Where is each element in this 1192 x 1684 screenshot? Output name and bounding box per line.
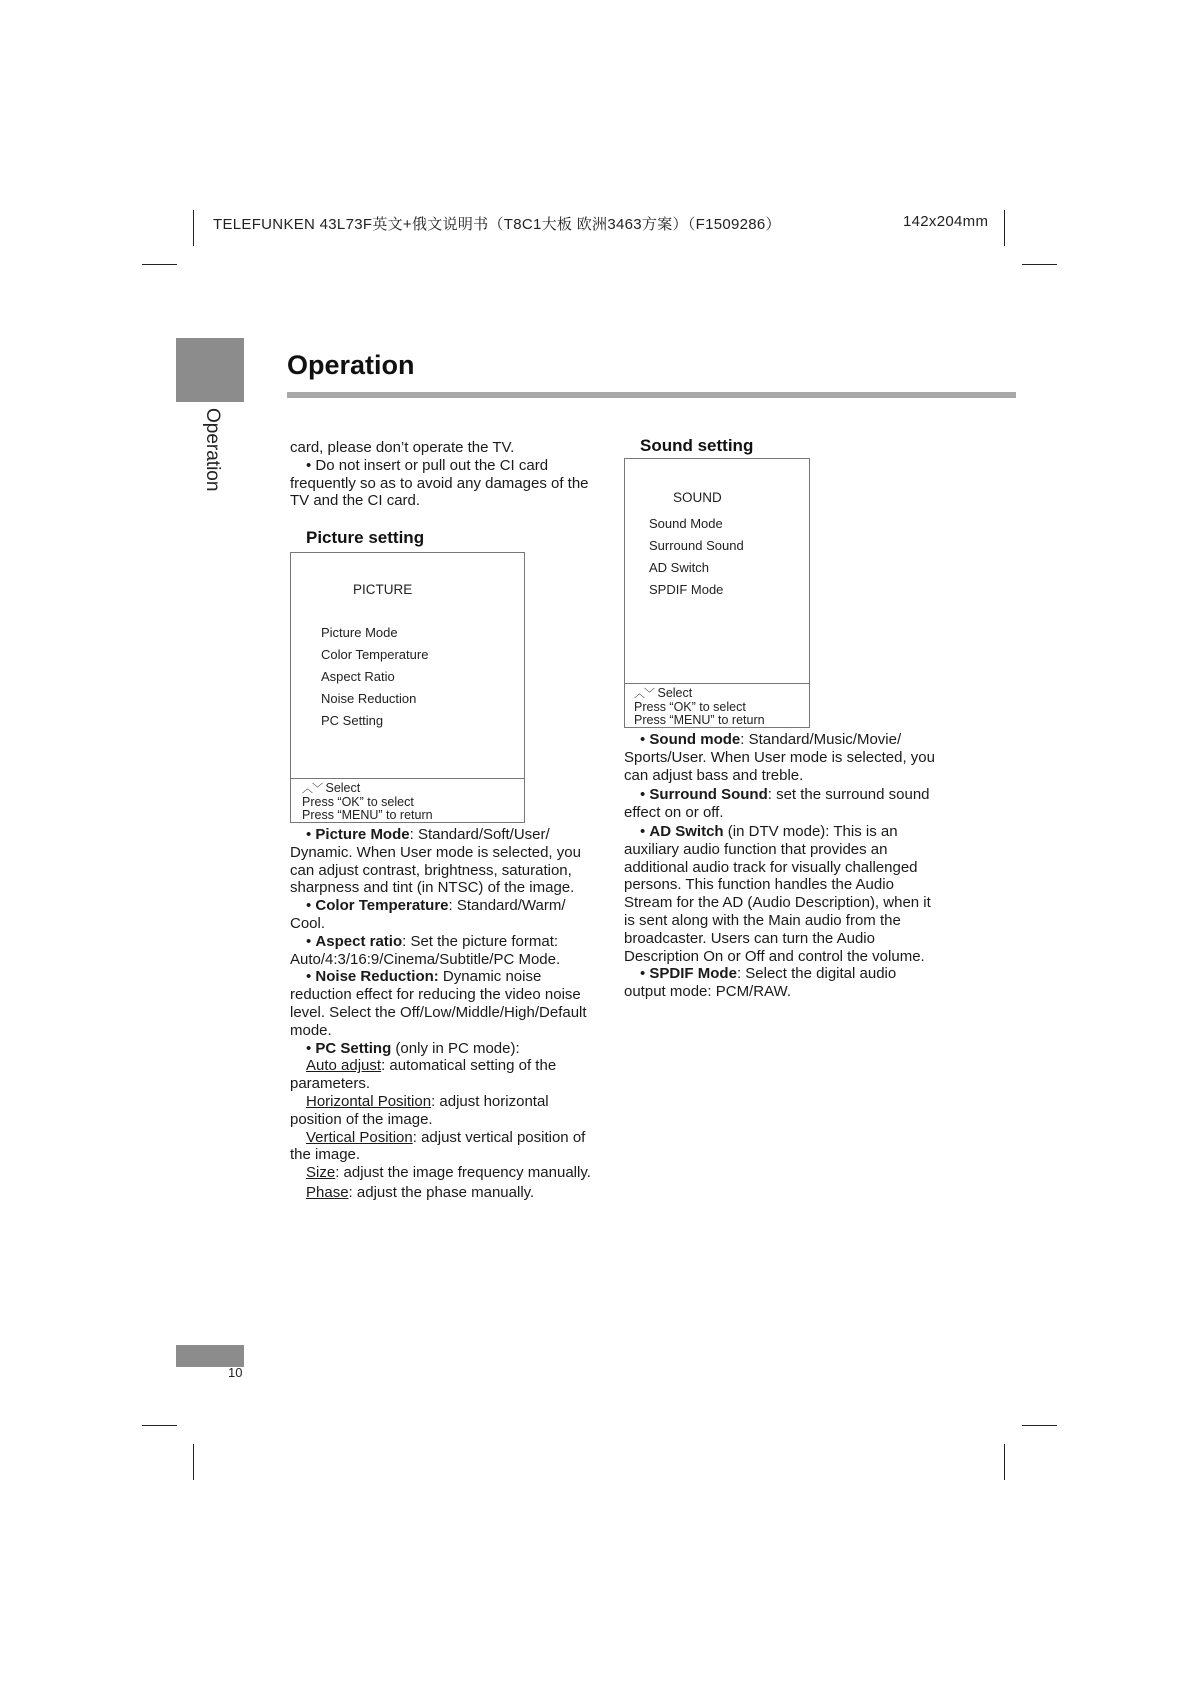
horizontal-position-desc: [290, 1093, 600, 1129]
print-header-right: 142x204mm: [903, 213, 989, 230]
menu-item-surround-sound: Surround Sound: [649, 538, 744, 553]
crop-mark: [193, 1444, 194, 1480]
crop-mark: [193, 210, 194, 246]
desc: : automatical setting of the parameters.: [290, 1057, 557, 1093]
menu-item-color-temperature: Color Temperature: [321, 647, 429, 662]
desc: : adjust vertical position of the image.: [290, 1128, 586, 1164]
sound-descriptions: [624, 731, 942, 1001]
intro-line: card, please don’t operate the TV.: [290, 439, 515, 456]
menu-item-ad-switch: AD Switch: [649, 560, 709, 575]
aspect-ratio-desc: • Aspect ratio: Set the picture format: Auto/4:3/16:9/Cinema/Subtitle/PC Mode.: [290, 932, 561, 968]
term: Aspect ratio: [315, 932, 403, 950]
menu-footer-select: [302, 782, 524, 796]
phase-desc: [290, 1184, 600, 1202]
up-down-arrows-icon: ︿﹀: [634, 688, 654, 700]
desc: (in DTV mode): This is an auxiliary audio function that provides an additional audio track for visually challenged persons. This function handles the Audio Stream for the AD (Audio Description), when it is sent along with the Main audio from the broadcaster. Users can turn the Audio Description On or Off and control the volume.: [624, 822, 931, 965]
desc: : adjust horizontal position of the image.: [290, 1092, 549, 1128]
picture-descriptions: [290, 826, 600, 1202]
picture-setting-heading: Picture setting: [306, 528, 425, 547]
desc: : Standard/Soft/User/ Dynamic. When User mode is selected, you can adjust contrast, brightness, saturation, sharpness and tint (in NTSC) of the image.: [290, 826, 581, 897]
section-tab: [176, 338, 244, 402]
menu-item-pc-setting: PC Setting: [321, 713, 384, 728]
menu-footer-ok: Press “OK” to select: [634, 700, 746, 714]
picture-menu: [290, 552, 525, 823]
crop-mark: [1004, 210, 1005, 246]
spdif-mode-desc: • SPDIF Mode: Select the digital audio output mode: PCM/RAW.: [624, 965, 897, 1001]
menu-footer-ok: Press “OK” to select: [302, 795, 414, 809]
page-number-tab: [176, 1345, 244, 1367]
menu-item-aspect-ratio: Aspect Ratio: [321, 669, 395, 684]
noise-reduction-desc: • Noise Reduction: Dynamic noise reduction effect for reducing the video noise level. Select the Off/Low/Middle/High/Default mode.: [290, 968, 587, 1039]
size-desc: [290, 1164, 600, 1182]
intro-bullet: • Do not insert or pull out the CI card frequently so as to avoid any damages of the TV and the CI card.: [290, 456, 589, 510]
menu-item-picture-mode: Picture Mode: [321, 625, 398, 640]
term: SPDIF Mode: [649, 965, 737, 983]
picture-mode-desc: • Picture Mode: Standard/Soft/User/ Dynamic. When User mode is selected, you can adjust contrast, brightness, saturation, sharpness and tint (in NTSC) of the image.: [290, 826, 581, 897]
up-down-arrows-icon: ︿﹀: [302, 783, 322, 795]
pc-setting-desc: • PC Setting (only in PC mode):: [306, 1039, 520, 1057]
surround-sound-desc: • Surround Sound: set the surround sound effect on or off.: [624, 786, 930, 822]
term: PC Setting: [315, 1039, 392, 1057]
picture-menu-footer: [291, 778, 524, 822]
menu-footer-select-label: Select: [325, 781, 361, 795]
desc: : Standard/Music/Movie/ Sports/User. When User mode is selected, you can adjust bass and treble.: [624, 731, 935, 784]
crop-mark: [142, 264, 177, 265]
desc: : Standard/Warm/ Cool.: [290, 897, 566, 932]
page-title: Operation: [287, 350, 415, 380]
desc: : set the surround sound effect on or off.: [624, 786, 930, 822]
menu-item-spdif-mode: SPDIF Mode: [649, 582, 724, 597]
crop-mark: [1004, 1444, 1005, 1480]
left-intro: [290, 439, 595, 510]
sound-menu-footer: [625, 683, 809, 727]
menu-item-sound-mode: Sound Mode: [649, 516, 723, 531]
vertical-position-desc: [290, 1129, 600, 1165]
print-header-left: TELEFUNKEN 43L73F英文+俄文说明书（T8C1大板 欧洲3463方案）（F1509286）: [213, 216, 781, 233]
term: Size: [306, 1164, 336, 1182]
menu-footer-select: [634, 687, 809, 701]
page-number: 10: [228, 1365, 243, 1380]
menu-footer-menu: Press “MENU” to return: [302, 808, 433, 822]
crop-mark: [142, 1425, 177, 1426]
title-rule: [287, 392, 1016, 398]
ad-switch-desc: • AD Switch (in DTV mode): This is an auxiliary audio function that provides an additional audio track for visually challenged persons. This function handles the Audio Stream for the AD (Audio Description), when it is sent along with the Main audio from the broadcaster. Users can turn the Audio Description On or Off and control the volume.: [624, 822, 931, 965]
color-temperature-desc: • Color Temperature: Standard/Warm/ Cool.: [290, 897, 566, 932]
desc: Dynamic noise reduction effect for reducing the video noise level. Select the Off/Low/Middle/High/Default mode.: [290, 968, 587, 1039]
crop-mark: [1022, 264, 1057, 265]
term: AD Switch: [649, 822, 724, 840]
term: Horizontal Position: [306, 1092, 432, 1110]
sound-menu: [624, 458, 810, 728]
picture-menu-title: PICTURE: [353, 582, 413, 597]
desc: : adjust the phase manually.: [348, 1183, 535, 1201]
term: Sound mode: [649, 731, 741, 748]
menu-footer-menu: Press “MENU” to return: [634, 713, 765, 727]
menu-item-noise-reduction: Noise Reduction: [321, 691, 417, 706]
term: Surround Sound: [649, 786, 768, 804]
term: Noise Reduction:: [315, 968, 439, 986]
term: Vertical Position: [306, 1128, 413, 1146]
sound-setting-heading: Sound setting: [640, 436, 754, 455]
term: Auto adjust: [306, 1057, 382, 1075]
side-section-label: Operation: [202, 408, 223, 492]
term: Color Temperature: [315, 897, 449, 915]
term: Picture Mode: [315, 826, 410, 843]
menu-footer-select-label: Select: [657, 686, 693, 700]
desc: (only in PC mode):: [391, 1039, 520, 1057]
desc: : Set the picture format: Auto/4:3/16:9/Cinema/Subtitle/PC Mode.: [290, 932, 561, 968]
desc: : Select the digital audio output mode: PCM/RAW.: [624, 965, 897, 1001]
sound-mode-desc: • Sound mode: Standard/Music/Movie/ Sports/User. When User mode is selected, you can adjust bass and treble.: [624, 731, 935, 784]
term: Phase: [306, 1183, 349, 1201]
auto-adjust-desc: [290, 1057, 600, 1093]
desc: : adjust the image frequency manually.: [335, 1164, 591, 1182]
crop-mark: [1022, 1425, 1057, 1426]
sound-menu-title: SOUND: [673, 490, 722, 505]
